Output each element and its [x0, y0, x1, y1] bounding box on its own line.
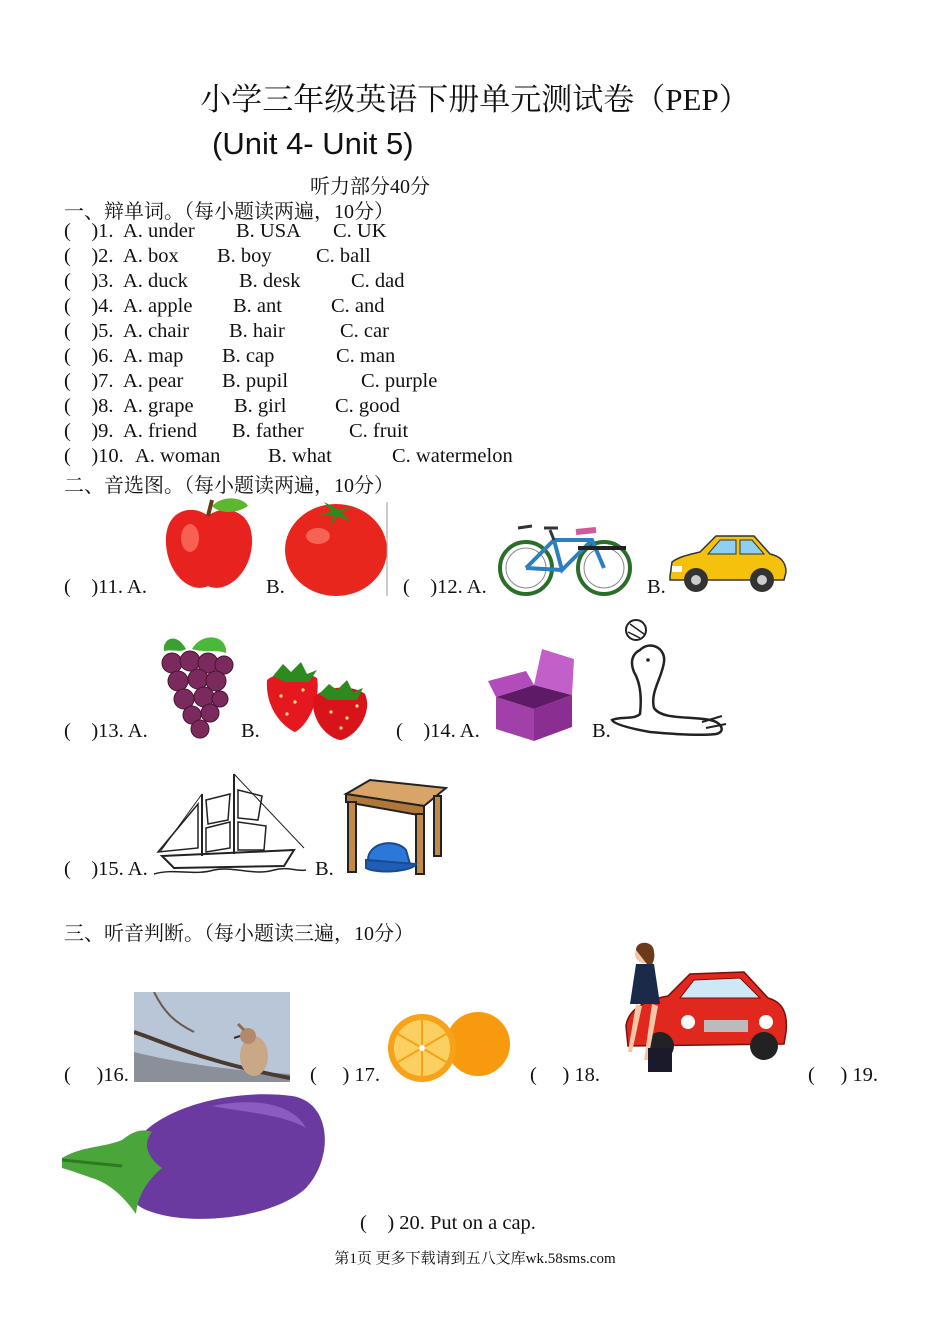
bicycle-icon	[496, 518, 636, 598]
question-5-number: ( )5.	[64, 320, 114, 342]
question-1-option-c: C. UK	[333, 220, 387, 242]
question-7-number: ( )7.	[64, 370, 114, 392]
question-1-option-b: B. USA	[236, 220, 301, 242]
question-7-option-a: A. pear	[123, 370, 184, 392]
question-2-number: ( )2.	[64, 245, 114, 267]
question-8-number: ( )8.	[64, 395, 114, 417]
bird-icon	[134, 992, 290, 1082]
question-17-label: ( ) 17.	[310, 1064, 381, 1086]
section3-heading: 三、听音判断。（每小题读三遍，10分）	[64, 923, 414, 945]
question-2-option-c: C. ball	[316, 245, 371, 267]
question-10-option-a: A. woman	[135, 445, 221, 467]
question-14-label: ( )14. A.	[396, 720, 480, 742]
question-6-number: ( )6.	[64, 345, 114, 367]
question-10-number: ( )10.	[64, 445, 124, 467]
question-8-option-c: C. good	[335, 395, 400, 417]
seal-icon	[610, 616, 730, 742]
question-11-option-b: B.	[266, 576, 285, 598]
question-3-option-c: C. dad	[351, 270, 405, 292]
question-13-label: ( )13. A.	[64, 720, 148, 742]
question-15-option-b: B.	[315, 858, 334, 880]
question-1-number: ( )1.	[64, 220, 114, 242]
woman-with-car-icon	[614, 940, 790, 1082]
question-9-option-a: A. friend	[123, 420, 198, 442]
apple-icon	[158, 494, 260, 596]
tomato-icon	[284, 496, 388, 598]
question-9-option-b: B. father	[232, 420, 304, 442]
question-9-number: ( )9.	[64, 420, 114, 442]
question-14-option-b: B.	[592, 720, 611, 742]
question-15-label: ( )15. A.	[64, 858, 148, 880]
question-1-option-a: A. under	[123, 220, 195, 242]
question-5-option-a: A. chair	[123, 320, 190, 342]
question-3-option-a: A. duck	[123, 270, 188, 292]
section1-heading: 一、辩单词。（每小题读两遍，10分）	[64, 201, 394, 223]
question-3-number: ( )3.	[64, 270, 114, 292]
question-8-option-b: B. girl	[234, 395, 287, 417]
question-7-option-b: B. pupil	[222, 370, 289, 392]
question-4-option-a: A. apple	[123, 295, 193, 317]
question-4-option-b: B. ant	[233, 295, 282, 317]
question-16-label: ( )16.	[64, 1064, 129, 1086]
question-10-option-b: B. what	[268, 445, 332, 467]
question-2-option-b: B. boy	[217, 245, 272, 267]
question-5-option-b: B. hair	[229, 320, 285, 342]
oranges-icon	[388, 1000, 512, 1084]
question-20-label: ( ) 20. Put on a cap.	[360, 1212, 536, 1234]
box-icon	[488, 645, 576, 741]
question-7-option-c: C. purple	[361, 370, 438, 392]
question-11-label: ( )11. A.	[64, 576, 147, 598]
question-6-option-b: B. cap	[222, 345, 275, 367]
question-19-label: ( ) 19.	[808, 1064, 879, 1086]
page-footer: 第1页 更多下载请到五八文库wk.58sms.com	[334, 1251, 616, 1267]
strawberries-icon	[261, 656, 373, 740]
question-12-label: ( )12. A.	[403, 576, 487, 598]
page-subtitle: (Unit 4- Unit 5)	[212, 126, 414, 161]
grapes-icon	[156, 631, 234, 739]
question-2-option-a: A. box	[123, 245, 179, 267]
question-18-label: ( ) 18.	[530, 1064, 601, 1086]
question-4-number: ( )4.	[64, 295, 114, 317]
question-4-option-c: C. and	[331, 295, 385, 317]
listening-note: 听力部分40分	[310, 176, 430, 198]
question-12-option-b: B.	[647, 576, 666, 598]
section2-heading: 二、音选图。（每小题读两遍，10分）	[64, 475, 394, 497]
page-title: 小学三年级英语下册单元测试卷（PEP）	[200, 82, 750, 117]
question-8-option-a: A. grape	[123, 395, 194, 417]
cap-under-desk-icon	[340, 778, 448, 876]
question-5-option-c: C. car	[340, 320, 389, 342]
question-13-option-b: B.	[241, 720, 260, 742]
question-6-option-c: C. man	[336, 345, 396, 367]
question-9-option-c: C. fruit	[349, 420, 409, 442]
question-10-option-c: C. watermelon	[392, 445, 513, 467]
ship-icon	[154, 770, 306, 878]
question-3-option-b: B. desk	[239, 270, 301, 292]
question-6-option-a: A. map	[123, 345, 184, 367]
car-icon	[666, 532, 788, 596]
eggplant-icon	[62, 1088, 330, 1230]
